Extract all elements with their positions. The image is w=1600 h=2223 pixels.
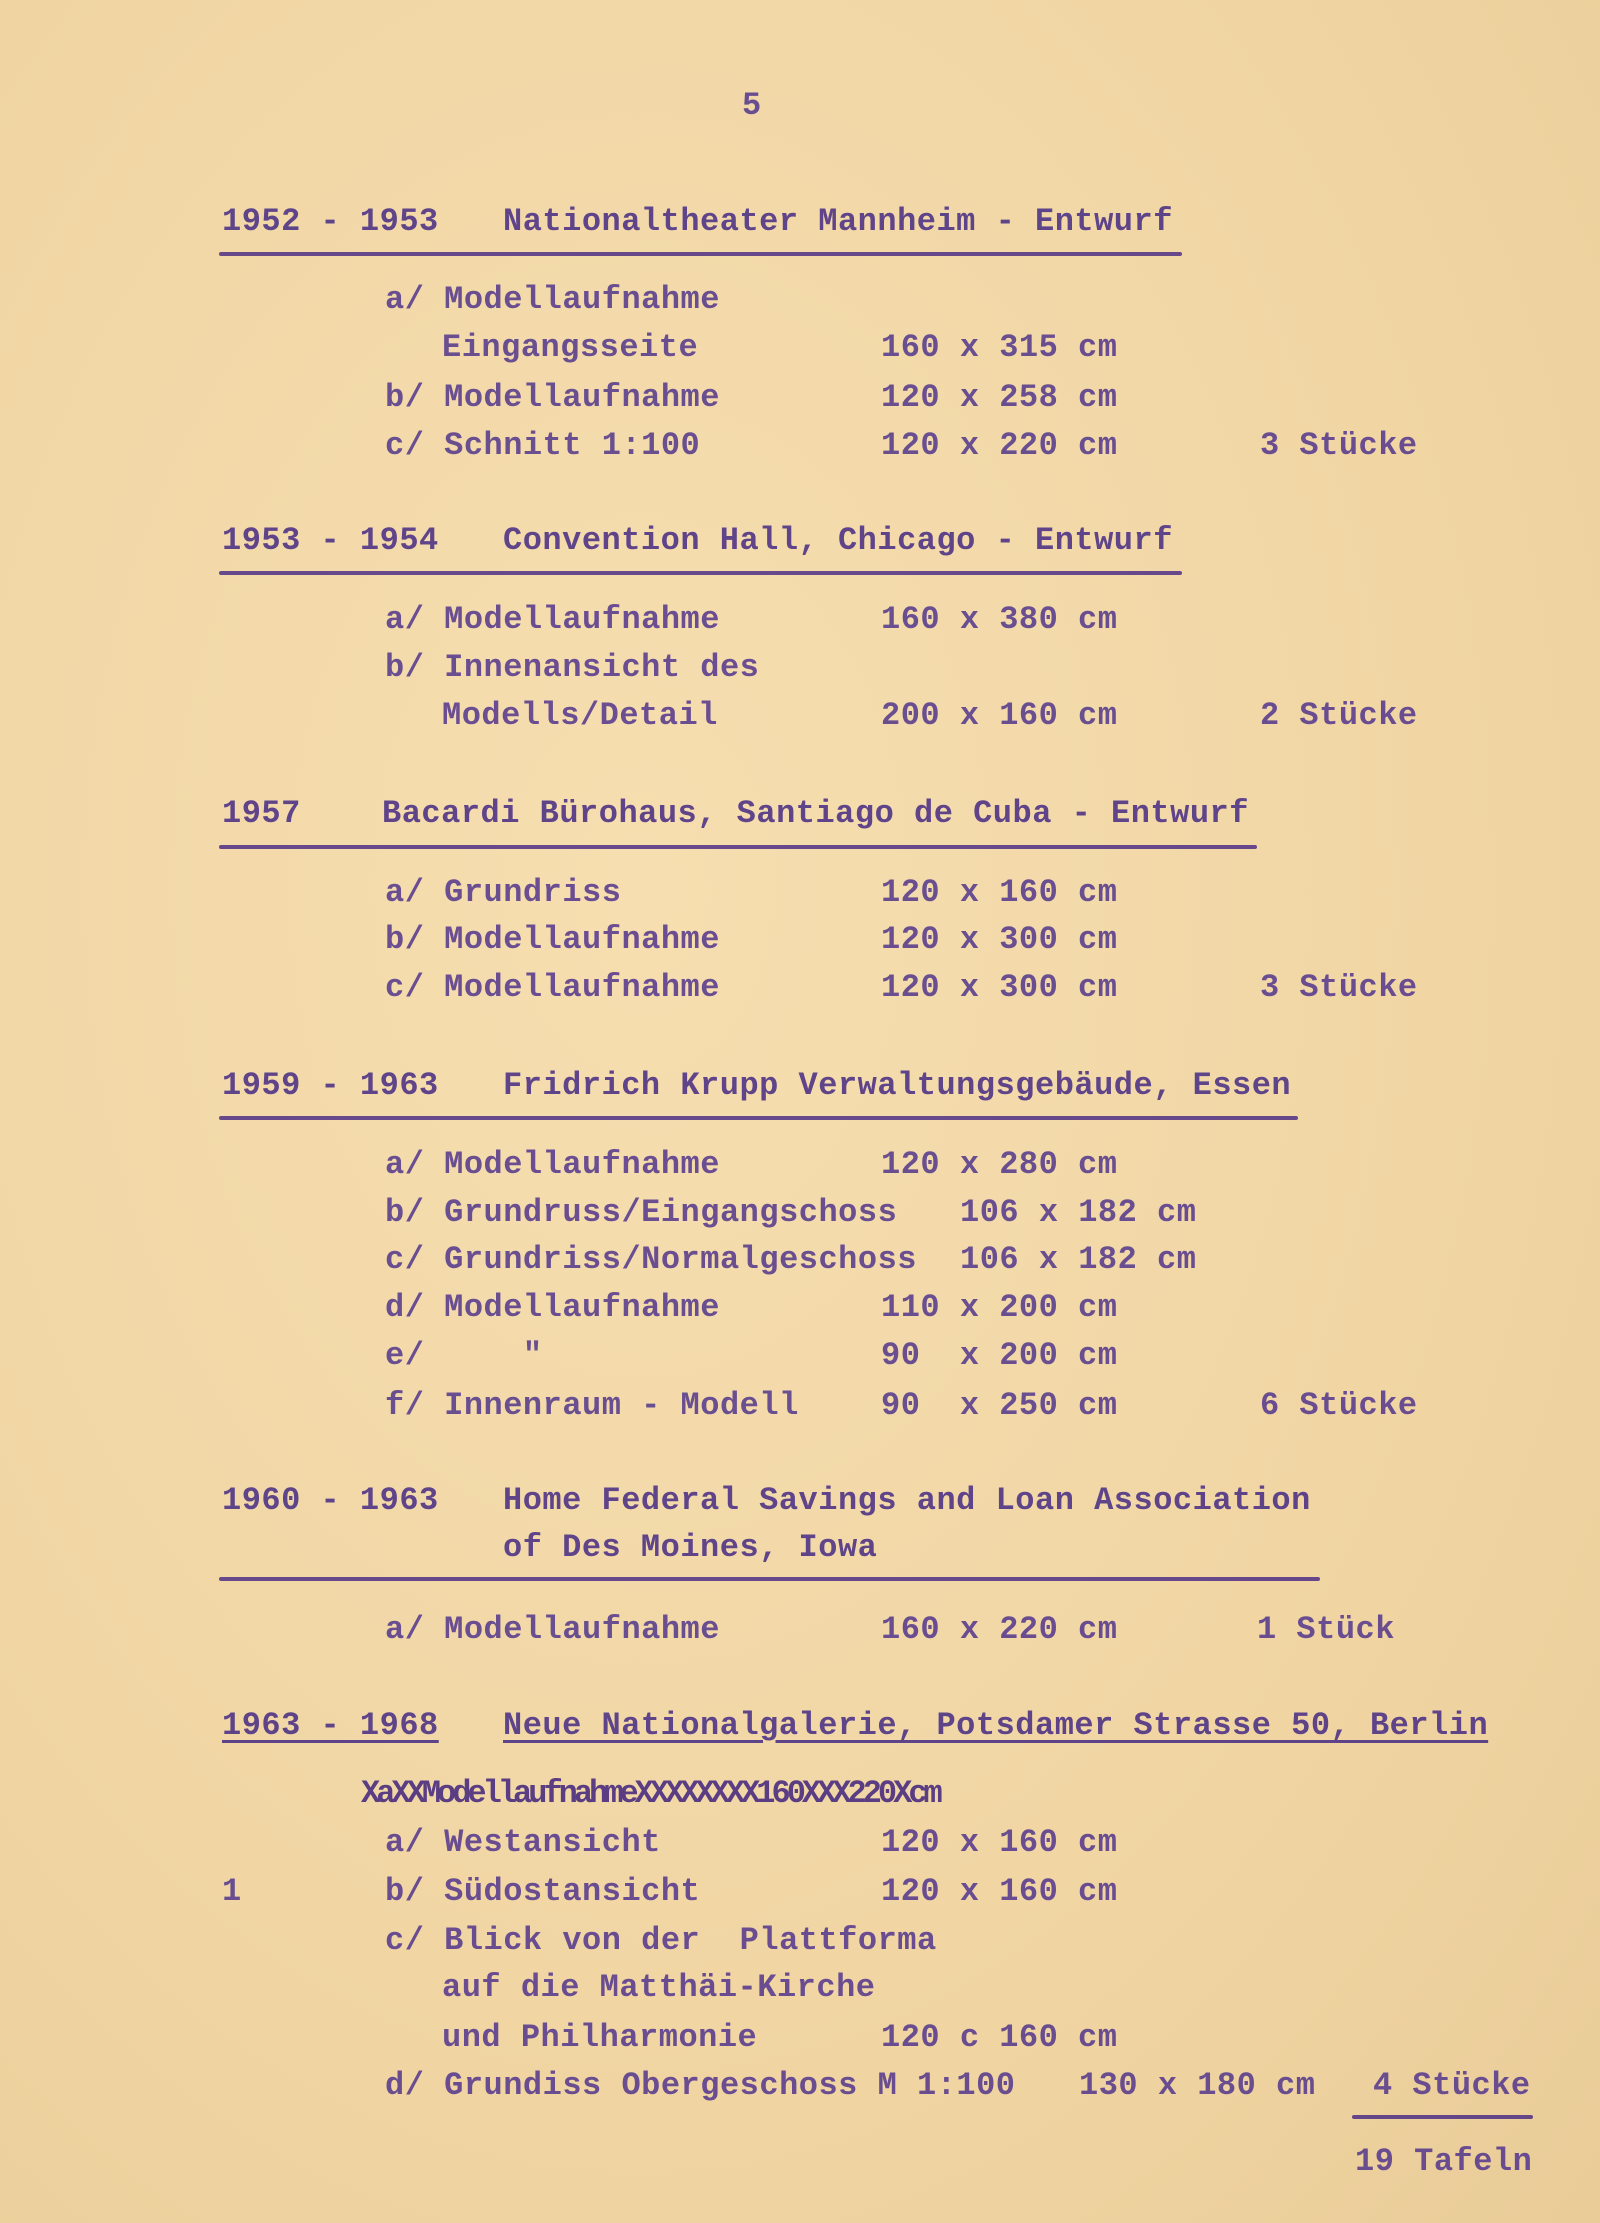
section-count: 6 Stücke [1260, 1387, 1418, 1424]
item-dims: 160 x 380 cm [881, 601, 1118, 638]
total-count: 19 Tafeln [1355, 2143, 1533, 2180]
item-label: f/ Innenraum - Modell [385, 1387, 799, 1424]
item-dims: 160 x 220 cm [881, 1611, 1118, 1648]
item-dims: 130 x 180 cm [1079, 2067, 1316, 2104]
item-label: a/ Modellaufnahme [385, 1611, 720, 1648]
section-count: 1 Stück [1257, 1611, 1395, 1648]
section-title: Convention Hall, Chicago - Entwurf [503, 522, 1173, 559]
item-label: c/ Modellaufnahme [385, 969, 720, 1006]
page-number: 5 [742, 87, 762, 124]
item-dims: 120 x 258 cm [881, 379, 1118, 416]
section-rule [219, 252, 1182, 256]
item-label: a/ Grundriss [385, 874, 622, 911]
item-dims: 110 x 200 cm [881, 1289, 1118, 1326]
section-years: 1963 - 1968 [222, 1707, 439, 1744]
item-dims: 160 x 315 cm [881, 329, 1118, 366]
item-label: d/ Grundiss Obergeschoss M 1:100 [385, 2067, 1016, 2104]
item-label: a/ Modellaufnahme [385, 601, 720, 638]
section-rule [219, 571, 1182, 575]
item-dims: 120 x 300 cm [881, 921, 1118, 958]
item-dims: 120 x 300 cm [881, 969, 1118, 1006]
section-title: Fridrich Krupp Verwaltungsgebäude, Essen [503, 1067, 1292, 1104]
item-label: a/ Modellaufnahme [385, 281, 720, 318]
section-years: 1953 - 1954 [222, 522, 439, 559]
item-label: b/ Grundruss/Eingangschoss [385, 1194, 898, 1231]
item-label-cont: Eingangsseite [442, 329, 699, 366]
item-dims: 106 x 182 cm [960, 1194, 1197, 1231]
item-dims: 200 x 160 cm [881, 697, 1118, 734]
item-dims: 120 x 280 cm [881, 1146, 1118, 1183]
item-label-cont: Modells/Detail [442, 697, 718, 734]
item-label-cont: auf die Matthäi-Kirche [442, 1969, 876, 2006]
section-title: Nationaltheater Mannheim - Entwurf [503, 203, 1173, 240]
item-label-cont: und Philharmonie [442, 2019, 758, 2056]
section-rule [219, 845, 1257, 849]
section-title-line2: of Des Moines, Iowa [503, 1529, 878, 1566]
item-label: e/ " [385, 1337, 543, 1374]
item-label: d/ Modellaufnahme [385, 1289, 720, 1326]
item-dims: 120 x 160 cm [881, 1873, 1118, 1910]
item-label: b/ Modellaufnahme [385, 921, 720, 958]
item-label: c/ Grundriss/Normalgeschoss [385, 1241, 917, 1278]
section-years: 1960 - 1963 [222, 1482, 439, 1519]
section-years: 1959 - 1963 [222, 1067, 439, 1104]
margin-note: 1 [222, 1873, 242, 1910]
item-dims: 90 x 200 cm [881, 1337, 1118, 1374]
section-rule [219, 1577, 1320, 1581]
item-label: b/ Südostansicht [385, 1873, 701, 1910]
item-dims: 90 x 250 cm [881, 1387, 1118, 1424]
section-years: 1952 - 1953 [222, 203, 439, 240]
section-title: Home Federal Savings and Loan Association [503, 1482, 1311, 1519]
section-rule [219, 1116, 1298, 1120]
item-dims: 106 x 182 cm [960, 1241, 1197, 1278]
item-dims: 120 x 160 cm [881, 874, 1118, 911]
section-count: 4 Stücke [1373, 2067, 1531, 2104]
section-years: 1957 [222, 795, 301, 832]
item-label: b/ Innenansicht des [385, 649, 760, 686]
item-label: a/ Modellaufnahme [385, 1146, 720, 1183]
item-dims: 120 c 160 cm [881, 2019, 1118, 2056]
section-count: 2 Stücke [1260, 697, 1418, 734]
total-rule [1352, 2115, 1533, 2119]
section-count: 3 Stücke [1260, 427, 1418, 464]
section-count: 3 Stücke [1260, 969, 1418, 1006]
item-label: c/ Schnitt 1:100 [385, 427, 701, 464]
item-label: c/ Blick von der Plattforma [385, 1922, 937, 1959]
section-title: Bacardi Bürohaus, Santiago de Cuba - Entwurf [382, 795, 1249, 832]
item-label: b/ Modellaufnahme [385, 379, 720, 416]
item-label: a/ Westansicht [385, 1824, 661, 1861]
item-dims: 120 x 220 cm [881, 427, 1118, 464]
item-dims: 120 x 160 cm [881, 1824, 1118, 1861]
section-title: Neue Nationalgalerie, Potsdamer Strasse 50, Berlin [503, 1707, 1489, 1744]
struck-out-line: XaXXModellaufnahmeXXXXXXXX160XXX220Xcm [361, 1775, 939, 1812]
